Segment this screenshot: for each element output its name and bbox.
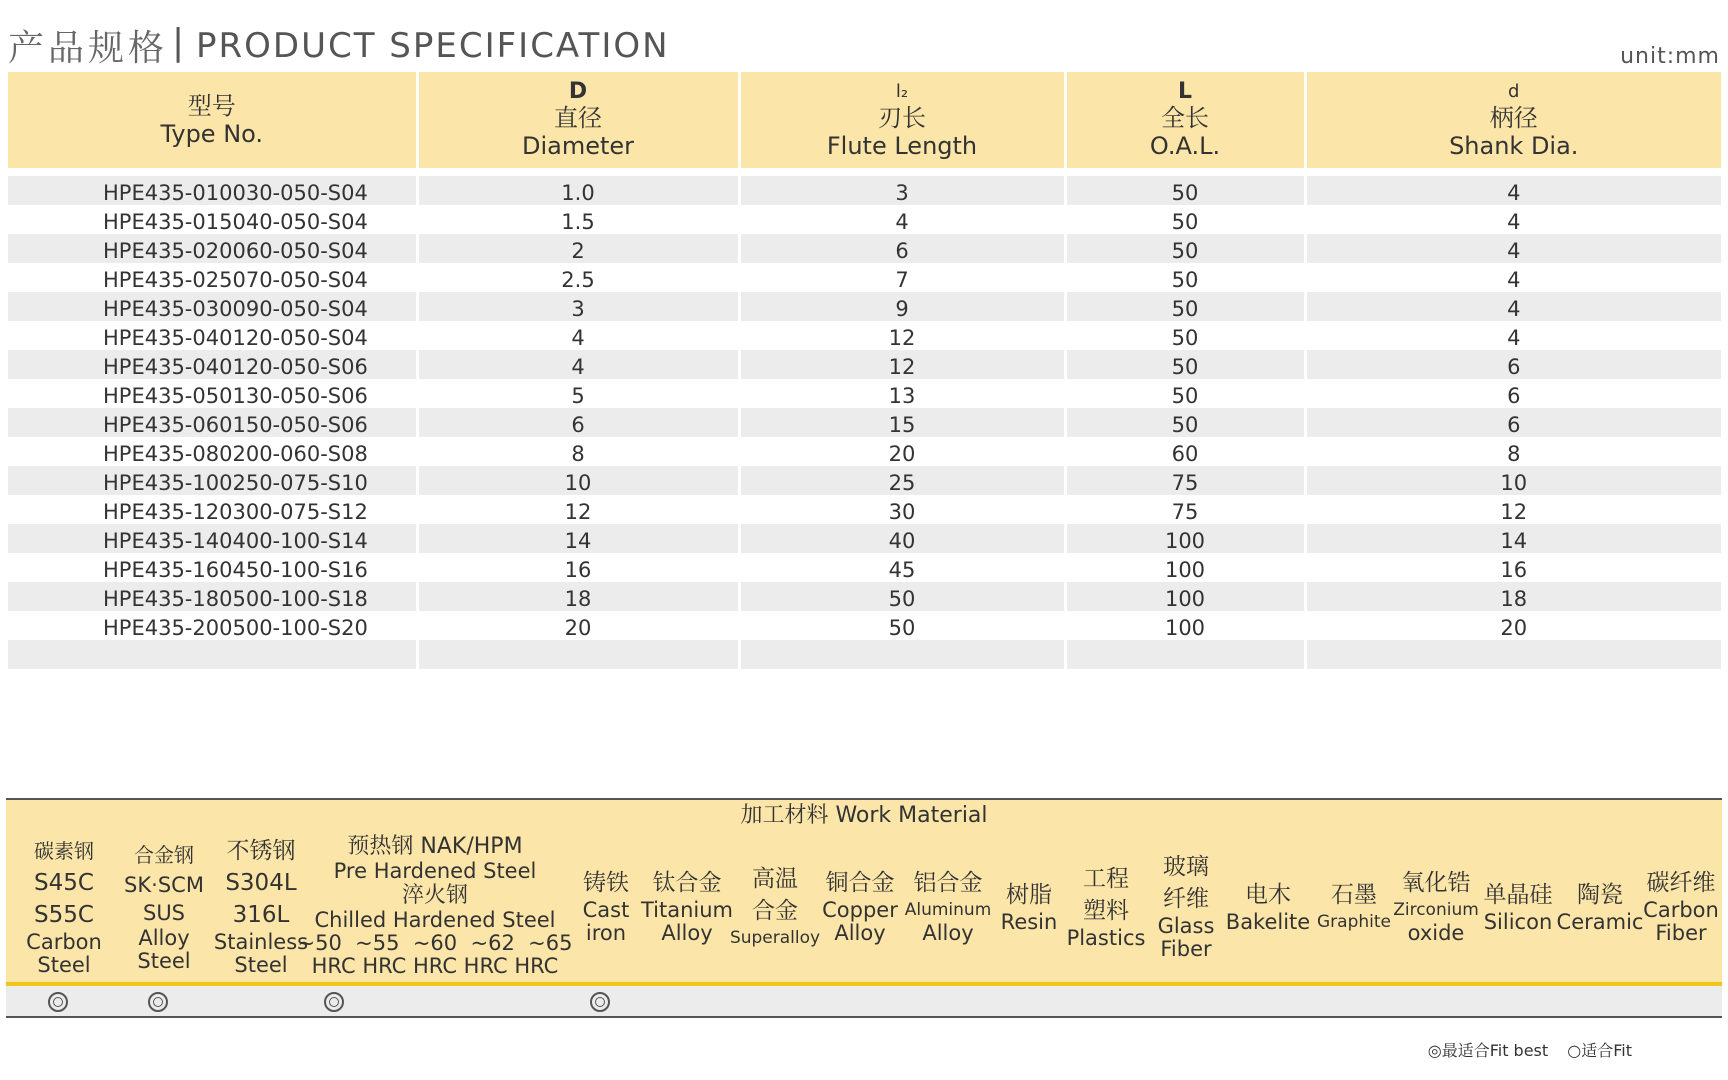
table-cell: 50 <box>739 582 1065 611</box>
table-cell: 25 <box>739 466 1065 495</box>
table-cell: 4 <box>1305 292 1721 321</box>
table-cell: 12 <box>739 321 1065 350</box>
work-material-section <box>6 798 1722 1018</box>
table-cell: HPE435-015040-050-S04 <box>8 205 417 234</box>
material-stainless-steel: 不锈钢 S304L 316L Stainless Steel <box>213 838 309 977</box>
material-alloy-steel: 合金钢 SK·SCM SUS Alloy Steel <box>124 843 204 973</box>
header-type-no: 型号 Type No. <box>8 72 417 168</box>
table-cell: 12 <box>417 495 739 524</box>
table-row <box>8 350 1721 379</box>
table-cell: 9 <box>739 292 1065 321</box>
fit-best-cast-iron-icon <box>590 992 610 1012</box>
table-cell: 16 <box>1305 553 1721 582</box>
table-cell: 14 <box>417 524 739 553</box>
table-cell: 4 <box>1305 234 1721 263</box>
material-superalloy: 高温 合金 Superalloy <box>729 865 821 948</box>
table-cell: 5 <box>417 379 739 408</box>
table-row <box>8 495 1721 524</box>
table-cell: 6 <box>417 408 739 437</box>
table-cell: HPE435-020060-050-S04 <box>8 234 417 263</box>
table-cell: HPE435-160450-100-S16 <box>8 553 417 582</box>
table-cell: 4 <box>417 350 739 379</box>
table-cell: 20 <box>739 437 1065 466</box>
fit-best-pre-hardened-steel-icon <box>324 992 344 1012</box>
title-chinese: 产品规格 <box>8 28 169 69</box>
table-cell: 2.5 <box>417 263 739 292</box>
table-cell: 50 <box>1065 234 1305 263</box>
table-cell: 6 <box>739 234 1065 263</box>
fit-rating-row <box>6 986 1722 1018</box>
table-cell: 100 <box>1065 553 1305 582</box>
table-cell: 50 <box>1065 292 1305 321</box>
material-silicon: 单晶硅 Silicon <box>1483 881 1553 934</box>
table-row <box>8 321 1721 350</box>
table-cell: 100 <box>1065 582 1305 611</box>
table-cell: 8 <box>417 437 739 466</box>
table-cell: 1.0 <box>417 176 739 205</box>
table-cell: 18 <box>1305 582 1721 611</box>
table-cell: 100 <box>1065 611 1305 640</box>
table-cell: 30 <box>739 495 1065 524</box>
material-ceramic: 陶瓷 Ceramic <box>1556 881 1644 934</box>
fit-best-alloy-steel-icon <box>148 992 168 1012</box>
table-cell: 4 <box>1305 205 1721 234</box>
table-cell: 20 <box>417 611 739 640</box>
table-cell: 6 <box>1305 379 1721 408</box>
table-row <box>8 524 1721 553</box>
material-zirconium-oxide: 氧化锆 Zirconium oxide <box>1393 870 1479 945</box>
table-cell: 75 <box>1065 466 1305 495</box>
table-cell: 2 <box>417 234 739 263</box>
table-cell: HPE435-025070-050-S04 <box>8 263 417 292</box>
fit-best-carbon-steel-icon <box>48 992 68 1012</box>
table-cell: HPE435-010030-050-S04 <box>8 176 417 205</box>
table-row <box>8 205 1721 234</box>
table-cell: 16 <box>417 553 739 582</box>
spec-header-row <box>8 72 1721 168</box>
table-cell: 12 <box>1305 495 1721 524</box>
table-row <box>8 176 1721 205</box>
table-cell: 4 <box>1305 176 1721 205</box>
table-cell-empty <box>8 640 417 669</box>
table-row <box>8 292 1721 321</box>
legend-fit-best: ◎最适合Fit best <box>1427 1041 1549 1060</box>
material-carbon-fiber: 碳纤维 Carbon Fiber <box>1643 870 1719 945</box>
fit-legend <box>1414 1038 1632 1061</box>
table-cell: 50 <box>1065 176 1305 205</box>
header-flute-length: l₂ 刃长 Flute Length <box>739 72 1065 168</box>
table-cell: 75 <box>1065 495 1305 524</box>
material-bakelite: 电木 Bakelite <box>1225 881 1311 934</box>
table-cell: HPE435-040120-050-S04 <box>8 321 417 350</box>
table-cell: 50 <box>1065 408 1305 437</box>
spec-rows <box>8 176 1721 669</box>
material-carbon-steel: 碳素钢 S45C S55C Carbon Steel <box>26 839 102 977</box>
table-row <box>8 553 1721 582</box>
table-row <box>8 408 1721 437</box>
table-cell: HPE435-040120-050-S06 <box>8 350 417 379</box>
table-cell: HPE435-140400-100-S14 <box>8 524 417 553</box>
table-cell: HPE435-200500-100-S20 <box>8 611 417 640</box>
table-cell: 50 <box>1065 321 1305 350</box>
table-cell-empty <box>1305 640 1721 669</box>
title-english: PRODUCT SPECIFICATION <box>196 26 670 66</box>
work-material-title: 加工材料 Work Material <box>6 798 1722 830</box>
table-cell: HPE435-060150-050-S06 <box>8 408 417 437</box>
table-cell: 4 <box>417 321 739 350</box>
table-cell: 4 <box>1305 321 1721 350</box>
table-cell-empty <box>1065 640 1305 669</box>
table-cell-empty <box>417 640 739 669</box>
table-cell: 13 <box>739 379 1065 408</box>
table-cell: 50 <box>1065 205 1305 234</box>
table-cell: 7 <box>739 263 1065 292</box>
material-plastics: 工程 塑料 Plastics <box>1066 865 1146 950</box>
table-cell: HPE435-180500-100-S18 <box>8 582 417 611</box>
table-cell: 8 <box>1305 437 1721 466</box>
legend-fit: ○适合Fit <box>1567 1041 1632 1060</box>
table-cell: 10 <box>417 466 739 495</box>
spec-table <box>8 72 1721 669</box>
table-cell: HPE435-100250-075-S10 <box>8 466 417 495</box>
material-glass-fiber: 玻璃 纤维 Glass Fiber <box>1157 854 1215 961</box>
material-aluminum-alloy: 铝合金 Aluminum Alloy <box>904 870 992 945</box>
table-cell: 50 <box>1065 263 1305 292</box>
table-cell: 3 <box>417 292 739 321</box>
material-copper-alloy: 铜合金 Copper Alloy <box>822 870 898 945</box>
material-cast-iron: 铸铁 Cast iron <box>582 870 630 945</box>
table-cell: 20 <box>1305 611 1721 640</box>
table-cell: 6 <box>1305 350 1721 379</box>
material-resin: 树脂 Resin <box>1000 881 1058 934</box>
table-cell: 4 <box>739 205 1065 234</box>
header-shank-dia: d 柄径 Shank Dia. <box>1305 72 1721 168</box>
table-cell: 60 <box>1065 437 1305 466</box>
table-cell: 6 <box>1305 408 1721 437</box>
table-cell: 1.5 <box>417 205 739 234</box>
table-cell: 3 <box>739 176 1065 205</box>
table-cell: 50 <box>739 611 1065 640</box>
table-cell: HPE435-050130-050-S06 <box>8 379 417 408</box>
header-oal: L 全长 O.A.L. <box>1065 72 1305 168</box>
material-hardened-steel: 预热钢 NAK/HPM Pre Hardened Steel 淬火钢 Chilled Hardened Steel ~50 ~55 ~60 ~62 ~65 HRC HRC HRC HRC HRC <box>297 834 573 978</box>
table-cell: 14 <box>1305 524 1721 553</box>
table-row <box>8 263 1721 292</box>
header-gap <box>8 168 1721 176</box>
material-titanium-alloy: 钛合金 Titanium Alloy <box>640 870 734 945</box>
table-cell: HPE435-030090-050-S04 <box>8 292 417 321</box>
material-graphite: 石墨 Graphite <box>1317 881 1391 932</box>
title-separator: | <box>172 22 185 63</box>
table-cell: 50 <box>1065 350 1305 379</box>
table-cell: 15 <box>739 408 1065 437</box>
table-cell: 12 <box>739 350 1065 379</box>
table-cell: 40 <box>739 524 1065 553</box>
title-bar <box>8 20 1720 70</box>
table-cell: 4 <box>1305 263 1721 292</box>
table-row <box>8 466 1721 495</box>
table-cell: 50 <box>1065 379 1305 408</box>
table-row <box>8 437 1721 466</box>
table-cell: HPE435-120300-075-S12 <box>8 495 417 524</box>
table-row <box>8 611 1721 640</box>
table-cell-empty <box>739 640 1065 669</box>
work-material-body <box>6 830 1722 986</box>
unit-label: unit:mm <box>1620 44 1720 69</box>
table-row <box>8 234 1721 263</box>
table-row <box>8 379 1721 408</box>
table-cell: 100 <box>1065 524 1305 553</box>
table-cell: 18 <box>417 582 739 611</box>
table-row-empty <box>8 640 1721 669</box>
table-cell: HPE435-080200-060-S08 <box>8 437 417 466</box>
table-row <box>8 582 1721 611</box>
header-diameter: D 直径 Diameter <box>417 72 739 168</box>
table-cell: 45 <box>739 553 1065 582</box>
table-cell: 10 <box>1305 466 1721 495</box>
